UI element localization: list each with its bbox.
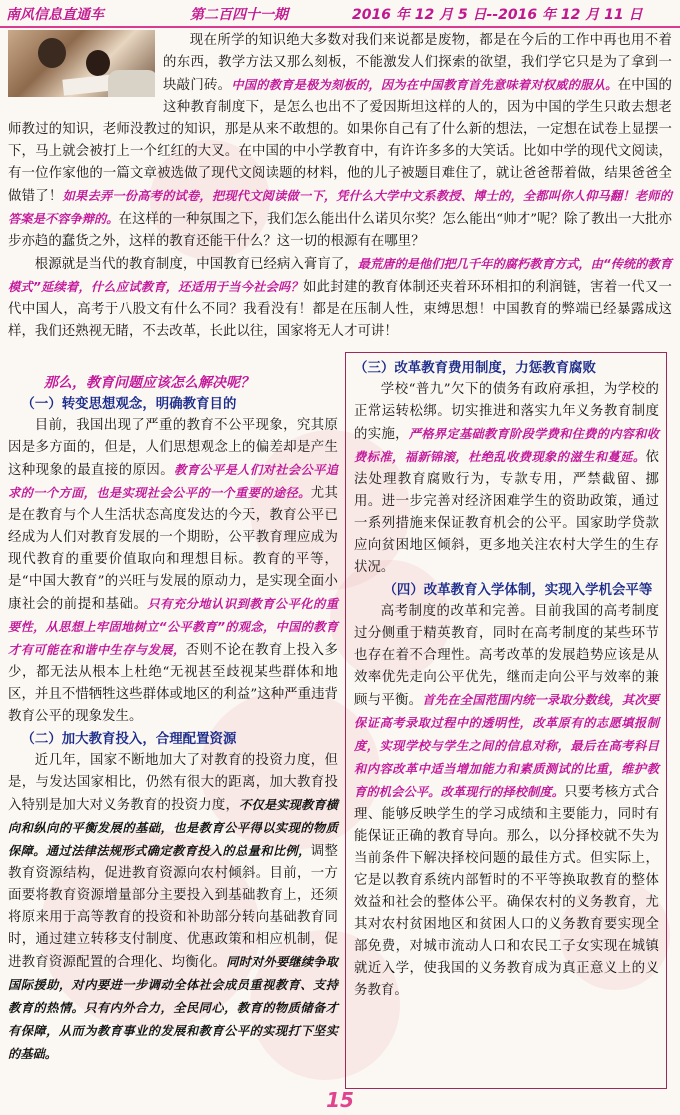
s2-bold-italic-2: 同时对外要继续争取国际援助，对内要进一步调动全体社会成员重视教育、支持教育的热情。只有内外合力，全民同心，教育的物质储备才有保障，从而为教育事业的发展和教育公平的实现打下坚实的基础。 — [8, 955, 338, 1061]
section-two-paragraph — [8, 750, 338, 1066]
heading-four: （四）改革教育入学体制，实现入学机会平等 — [383, 582, 653, 598]
intro-p2-text-2: 如此封建的教育体制还夹着环环相扣的利润链，害着一代又一代中国人，高考于八股文有什么不同？我看没有！都是在压制人性，束缚思想！中国教育的弊端已经暴露成这样，我们还熟视无睹，不去改革，长此以往，国家将无人才可讲！ — [8, 280, 672, 339]
intro-text-2: 在中国的这种教育制度下，是怎么也出不了爱因斯坦这样的人的，因为中国的学生只敢去想老师教过的知识，老师没教过的知识，那是从来不敢想的。如果你自己有了什么新的想法，一定想在试卷上显摆一下，马上就会被打上一个红红的大叉。在中国的中小学教育中，有许许多多的大笑话。比如中学的现代文阅读，有一位作家他的一篇文章被选做了现代文阅读题的材料，他的儿子被题目难住了，就让爸爸帮着做，结果爸爸全做错了！ — [8, 78, 672, 204]
s2-bold-italic: 不仅是实现教育横向和纵向的平衡发展的基础，也是教育公平得以实现的物质保障。通过法律法规形式确定教育投入的总量和比例， — [8, 798, 338, 858]
intro-p2-text: 根源就是当代的教育制度，中国教育已经病入膏肓了， — [34, 257, 358, 272]
section-three-paragraph — [354, 379, 659, 579]
intro-p2-highlight: 最荒唐的是他们把几千年的腐朽教育方式，由“传统的教育模式”延续着，什么应试教育，还适用于当今社会吗？ — [8, 257, 673, 294]
section-four-paragraph — [354, 601, 659, 1002]
s4-text: 高考制度的改革和完善。目前我国的高考制度过分侧重于精英教育，同时在高考制度的某些环节也存在着不合理性。高考改革的发展趋势应该是从效率优先走向公平优先，继而走向公平与效率的兼顾与平衡。 — [354, 604, 659, 708]
s1-highlight: 教育公平是人们对社会公平追求的一个方面，也是实现社会公平的一个重要的途径。 — [8, 463, 338, 500]
s3-text: 学校“普九”欠下的债务有政府承担，为学校的正常运转松绑。切实推进和落实九年义务教育制度的实施， — [354, 382, 659, 442]
issue-number: 第二百四十一期 — [190, 7, 288, 23]
s3-highlight: 严格界定基础教育阶段学费和住费的内容和收费标准，福新锦滚，杜绝乱收费现象的滋生和蔓延。 — [354, 427, 659, 464]
intro-text-3: 在这样的一种氛围之下，我们怎么能出什么诺贝尔奖？怎么能出“帅才”呢？除了教出一大批亦步亦趋的蠢货之外，这样的教育还能干什么？这一切的根源有在哪里？ — [8, 212, 672, 249]
intro-highlight-2: 如果去弄一份高考的试卷，把现代文阅读做一下，凭什么大学中文系教授、博士的，全都叫你人仰马翻！老师的答案是不容争辩的。 — [8, 189, 672, 226]
s1-text: 目前，我国出现了严重的教育不公平现象，究其原因是多方面的，但是，人们思想观念上的偏差却是产生这种现象的最直接的原因。 — [8, 418, 338, 478]
teacher-student-photo — [8, 30, 155, 97]
s4-text-2: 只要考核方式合理、能够反映学生的学习成绩和主要能力，同时有能保证正确的教育导向。那么，以分择校就不失为当前条件下解决择校问题的最佳方式。但实际上，它是以教育系统内部暂时的不平等换取教育的整体效益和社会的整体公平。确保农村的义务教育，尤其对农村贫困地区和贫困人口的义务教育要实现全部免费，对城市流动人口和农民工子女实现在城镇就近入学，使我国的义务教育成为真正意义上的义务教育。 — [354, 785, 659, 998]
section-heading: 那么，教育问题应该怎么解决呢？ — [44, 375, 254, 391]
right-bordered-column — [345, 352, 667, 1089]
heading-two: （二）加大教育投入，合理配置资源 — [21, 731, 237, 747]
issue-date-range: 2016 年 12 月 5 日--2016 年 12 月 11 日 — [352, 7, 643, 23]
s2-text: 近几年，国家不断地加大了对教育的投资力度，但是，与发达国家相比，仍然有很大的距离，加大教育投入特别是加大对义务教育的投资力度， — [8, 753, 338, 813]
s1-text-2: 尤其是在教育与个人生活状态高度发达的今天，教育公平已经成为人们对教育发展的一个期盼，公平教育理应成为现代教育的重要价值取向和理想目标。教育的平等，是“中国大教育”的兴旺与发展的原动力，是实现全面小康社会的前提和基础。 — [8, 486, 338, 612]
intro-highlight: 中国的教育是极为刻板的，因为在中国教育首先意味着对权威的服从。 — [231, 78, 618, 92]
s1-highlight-2: 只有充分地认识到教育公平化的重要性，从思想上牢固地树立“公平教育”的观念，中国的教育才有可能在和谐中生存与发展， — [8, 597, 339, 657]
page-number: 15 — [326, 1088, 354, 1112]
s1-text-3: 否则不论在教育上投入多少，都无法从根本上杜绝“无视甚至歧视某些群体和地区，并且不惜牺牲这些群体或地区的利益”这种严重违背教育公平的现象发生。 — [8, 643, 338, 724]
intro-paragraph-2 — [8, 253, 672, 343]
s4-highlight: 首先在全国范围内统一录取分数线，其次要保证高考录取过程中的透明性，改革原有的志愿填报制度，实现学校与学生之间的信息对称，最后在高考科目和内容改革中适当增加能力和素质测试的比重，维护教育的机会公平。改革现行的择校制度。 — [354, 693, 660, 799]
newsletter-title: 南风信息直通车 — [6, 7, 104, 23]
intro-text: 现在所学的知识绝大多数对我们来说都是废物，都是在今后的工作中再也用不着的东西，教学方法又那么刻板，不能激发人们探索的欲望，我们学它只是为了拿到一块敲门砖。 — [163, 33, 672, 93]
intro-section — [8, 30, 672, 343]
section-one-paragraph — [8, 415, 338, 728]
heading-three: （三）改革教育费用制度，力惩教育腐败 — [354, 360, 596, 376]
s3-text-2: 依法处理教育腐败行为，专款专用，严禁截留、挪用。进一步完善对经济困难学生的资助政策，通过一系列措施来保证教育机会的公平。国家助学贷款应向贫困地区倾斜，更多地关注农村大学生的生存状况。 — [354, 450, 659, 575]
s2-text-2: 调整教育资源结构，促进教育资源向农村倾斜。目前，一方面要将教育资源增量部分主要投入到基础教育上，还须将原来用于高等教育的投资和补助部分转向基础教育同时，通过建立转移支付制度、优惠政策和相应机制，促进教育资源配置的合理化、均衡化。 — [8, 844, 338, 970]
heading-one: （一）转变思想观念，明确教育目的 — [21, 396, 237, 412]
left-column — [8, 393, 338, 1066]
newsletter-header — [0, 0, 680, 28]
